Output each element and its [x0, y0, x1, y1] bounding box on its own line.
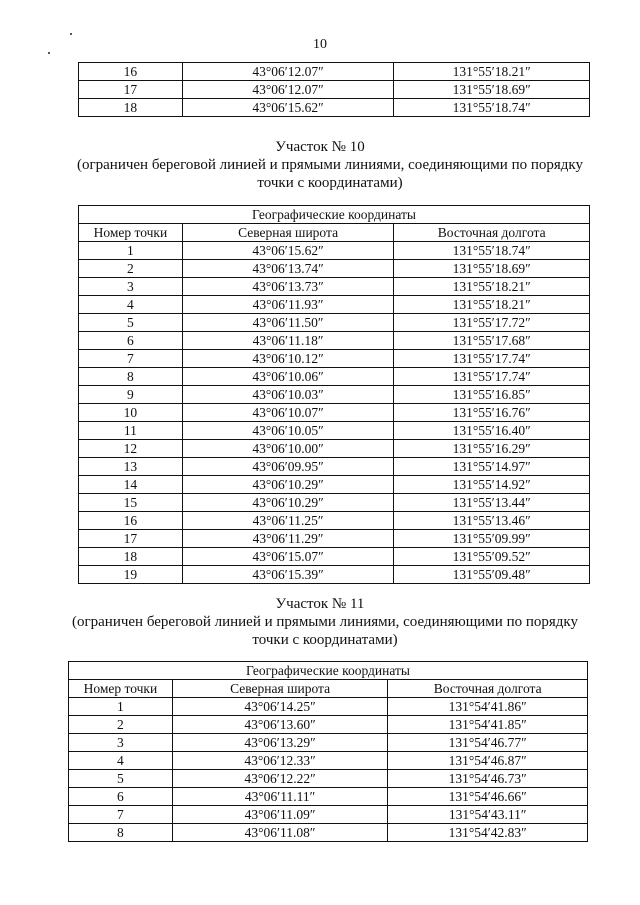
latitude-cell: 43°06′10.03″ [182, 386, 394, 404]
latitude-cell: 43°06′11.08″ [172, 824, 388, 842]
longitude-cell: 131°54′41.85″ [388, 716, 588, 734]
continuation-table [78, 62, 590, 117]
table-row [79, 242, 590, 260]
table-group-header: Географические координаты [79, 206, 590, 224]
latitude-cell: 43°06′13.29″ [172, 734, 388, 752]
table-row [69, 716, 588, 734]
point-number-cell: 5 [79, 314, 183, 332]
point-number-cell: 4 [69, 752, 173, 770]
point-number-cell: 17 [79, 81, 183, 99]
table-row [79, 332, 590, 350]
continuation-table-body [79, 63, 590, 117]
table-row [69, 824, 588, 842]
point-number-cell: 9 [79, 386, 183, 404]
longitude-cell: 131°54′43.11″ [388, 806, 588, 824]
point-number-cell: 15 [79, 494, 183, 512]
table-row [79, 314, 590, 332]
latitude-cell: 43°06′10.12″ [182, 350, 394, 368]
point-number-cell: 8 [79, 368, 183, 386]
point-number-cell: 12 [79, 440, 183, 458]
table-group-header: Географические координаты [69, 662, 588, 680]
longitude-cell: 131°55′16.85″ [394, 386, 590, 404]
point-number-cell: 3 [79, 278, 183, 296]
section-description [55, 613, 595, 649]
longitude-cell: 131°55′17.74″ [394, 350, 590, 368]
point-number-cell: 5 [69, 770, 173, 788]
longitude-cell: 131°54′41.86″ [388, 698, 588, 716]
table-row [79, 386, 590, 404]
table-row [79, 512, 590, 530]
latitude-cell: 43°06′11.18″ [182, 332, 394, 350]
point-number-cell: 10 [79, 404, 183, 422]
longitude-cell: 131°55′18.74″ [394, 242, 590, 260]
longitude-cell: 131°55′14.92″ [394, 476, 590, 494]
section-description-line: точки с координатами) [252, 632, 398, 648]
table-row [79, 260, 590, 278]
table-row [69, 788, 588, 806]
longitude-cell: 131°55′18.21″ [394, 63, 590, 81]
table-row [79, 404, 590, 422]
longitude-cell: 131°55′09.48″ [394, 566, 590, 584]
point-number-cell: 18 [79, 548, 183, 566]
latitude-cell: 43°06′11.09″ [172, 806, 388, 824]
point-number-cell: 14 [79, 476, 183, 494]
table-row [79, 566, 590, 584]
column-header-latitude: Северная широта [182, 224, 394, 242]
latitude-cell: 43°06′13.60″ [172, 716, 388, 734]
latitude-cell: 43°06′10.00″ [182, 440, 394, 458]
coordinates-table [68, 661, 588, 842]
longitude-cell: 131°55′16.29″ [394, 440, 590, 458]
latitude-cell: 43°06′11.11″ [172, 788, 388, 806]
table-row [79, 368, 590, 386]
longitude-cell: 131°55′14.97″ [394, 458, 590, 476]
latitude-cell: 43°06′13.74″ [182, 260, 394, 278]
latitude-cell: 43°06′11.25″ [182, 512, 394, 530]
column-header-point: Номер точки [69, 680, 173, 698]
table-row [79, 350, 590, 368]
scan-speck [70, 33, 72, 35]
section-title: Участок № 10 [275, 139, 365, 155]
table-row [79, 63, 590, 81]
longitude-cell: 131°54′46.87″ [388, 752, 588, 770]
latitude-cell: 43°06′13.73″ [182, 278, 394, 296]
coordinates-table-body [79, 242, 590, 584]
table-row [79, 422, 590, 440]
section-description [60, 156, 600, 192]
column-header-longitude: Восточная долгота [388, 680, 588, 698]
table-row [79, 278, 590, 296]
column-header-latitude: Северная широта [172, 680, 388, 698]
longitude-cell: 131°55′13.44″ [394, 494, 590, 512]
latitude-cell: 43°06′11.93″ [182, 296, 394, 314]
table-row [79, 81, 590, 99]
latitude-cell: 43°06′10.07″ [182, 404, 394, 422]
latitude-cell: 43°06′10.29″ [182, 476, 394, 494]
latitude-cell: 43°06′12.22″ [172, 770, 388, 788]
latitude-cell: 43°06′11.29″ [182, 530, 394, 548]
longitude-cell: 131°55′17.74″ [394, 368, 590, 386]
column-header-point: Номер точки [79, 224, 183, 242]
longitude-cell: 131°55′18.21″ [394, 278, 590, 296]
longitude-cell: 131°55′16.76″ [394, 404, 590, 422]
longitude-cell: 131°55′09.52″ [394, 548, 590, 566]
latitude-cell: 43°06′09.95″ [182, 458, 394, 476]
point-number-cell: 13 [79, 458, 183, 476]
longitude-cell: 131°54′46.66″ [388, 788, 588, 806]
column-header-longitude: Восточная долгота [394, 224, 590, 242]
longitude-cell: 131°55′17.68″ [394, 332, 590, 350]
point-number-cell: 7 [69, 806, 173, 824]
longitude-cell: 131°55′18.69″ [394, 260, 590, 278]
point-number-cell: 11 [79, 422, 183, 440]
table-row [69, 752, 588, 770]
section-description-line: (ограничен береговой линией и прямыми линиями, соединяющими по порядку [76, 157, 583, 173]
longitude-cell: 131°54′42.83″ [388, 824, 588, 842]
point-number-cell: 16 [79, 63, 183, 81]
coordinates-table-body [69, 698, 588, 842]
point-number-cell: 19 [79, 566, 183, 584]
table-row [69, 734, 588, 752]
longitude-cell: 131°55′13.46″ [394, 512, 590, 530]
latitude-cell: 43°06′15.39″ [182, 566, 394, 584]
coordinates-table [78, 205, 590, 584]
point-number-cell: 18 [79, 99, 183, 117]
point-number-cell: 3 [69, 734, 173, 752]
longitude-cell: 131°54′46.73″ [388, 770, 588, 788]
longitude-cell: 131°55′09.99″ [394, 530, 590, 548]
longitude-cell: 131°55′18.74″ [394, 99, 590, 117]
longitude-cell: 131°55′18.21″ [394, 296, 590, 314]
table-row [69, 806, 588, 824]
page-number: 10 [313, 37, 327, 52]
table-row [79, 530, 590, 548]
table-row [69, 698, 588, 716]
point-number-cell: 1 [79, 242, 183, 260]
table-row [79, 494, 590, 512]
point-number-cell: 6 [69, 788, 173, 806]
latitude-cell: 43°06′15.62″ [182, 99, 394, 117]
table-row [79, 476, 590, 494]
longitude-cell: 131°55′16.40″ [394, 422, 590, 440]
longitude-cell: 131°54′46.77″ [388, 734, 588, 752]
point-number-cell: 6 [79, 332, 183, 350]
latitude-cell: 43°06′12.33″ [172, 752, 388, 770]
table-row [79, 458, 590, 476]
table-row [79, 296, 590, 314]
point-number-cell: 2 [79, 260, 183, 278]
latitude-cell: 43°06′10.05″ [182, 422, 394, 440]
table-row [79, 440, 590, 458]
latitude-cell: 43°06′14.25″ [172, 698, 388, 716]
latitude-cell: 43°06′15.07″ [182, 548, 394, 566]
longitude-cell: 131°55′17.72″ [394, 314, 590, 332]
point-number-cell: 4 [79, 296, 183, 314]
point-number-cell: 2 [69, 716, 173, 734]
latitude-cell: 43°06′10.06″ [182, 368, 394, 386]
point-number-cell: 17 [79, 530, 183, 548]
latitude-cell: 43°06′12.07″ [182, 81, 394, 99]
latitude-cell: 43°06′15.62″ [182, 242, 394, 260]
point-number-cell: 8 [69, 824, 173, 842]
table-row [79, 99, 590, 117]
table-row [79, 548, 590, 566]
longitude-cell: 131°55′18.69″ [394, 81, 590, 99]
section-description-line: точки с координатами) [257, 175, 403, 191]
point-number-cell: 16 [79, 512, 183, 530]
section-description-line: (ограничен береговой линией и прямыми линиями, соединяющими по порядку [71, 614, 578, 630]
section-title: Участок № 11 [275, 596, 365, 612]
latitude-cell: 43°06′12.07″ [182, 63, 394, 81]
latitude-cell: 43°06′11.50″ [182, 314, 394, 332]
latitude-cell: 43°06′10.29″ [182, 494, 394, 512]
point-number-cell: 1 [69, 698, 173, 716]
table-row [69, 770, 588, 788]
point-number-cell: 7 [79, 350, 183, 368]
